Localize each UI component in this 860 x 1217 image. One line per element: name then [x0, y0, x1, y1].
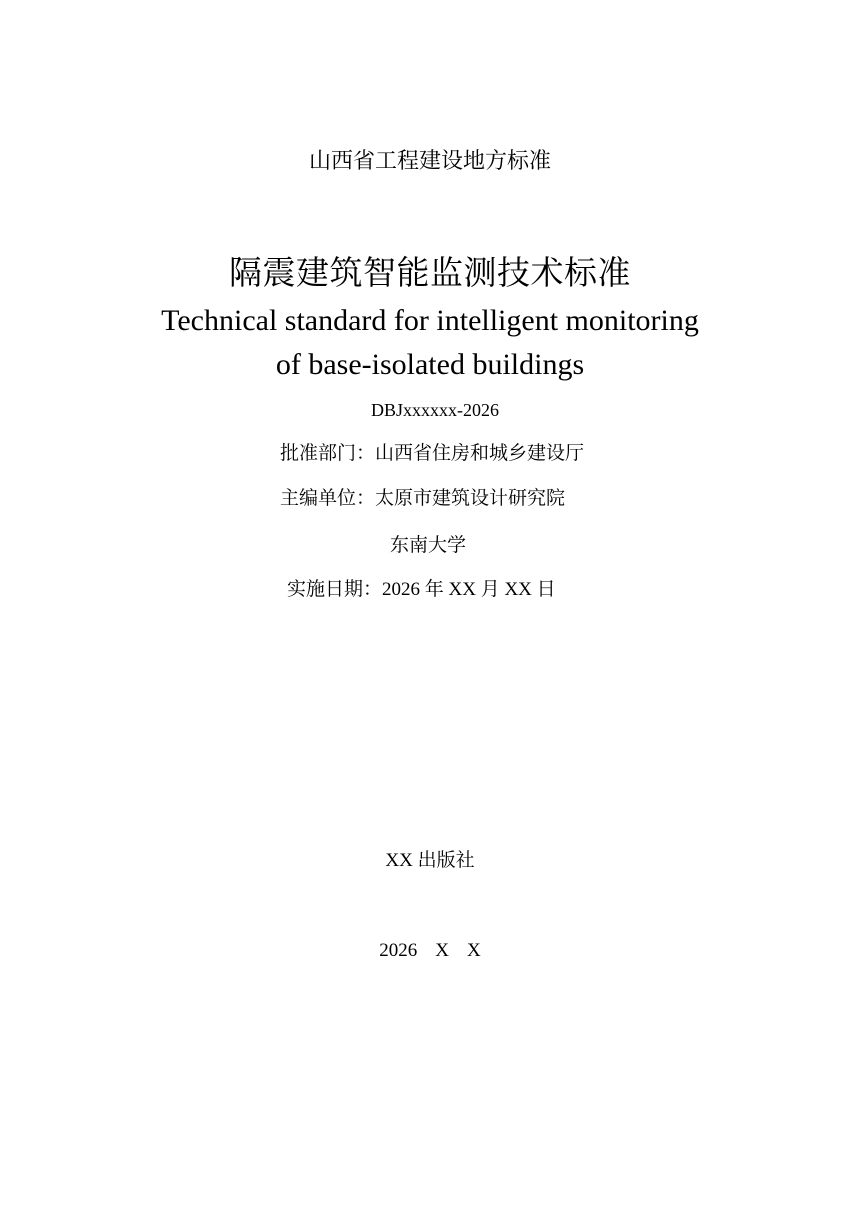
chief-editor-units: [280, 489, 565, 508]
publication-year: [0, 941, 860, 960]
approval-value: 山西省住房和城乡建设厅: [375, 443, 585, 464]
approval-department: [280, 444, 584, 463]
standard-series-heading: 山西省工程建设地方标准: [308, 148, 551, 173]
title-english-line-1: Technical standard for intelligent monitoring: [161, 304, 699, 337]
editor-label: 主编单位：: [280, 488, 376, 509]
title-english-line-2: of base-isolated buildings: [275, 348, 585, 381]
publisher: XX 出版社: [385, 850, 475, 871]
standard-code: DBJxxxxxx-2026: [370, 400, 499, 420]
title-chinese: 隔震建筑智能监测技术标准: [229, 256, 631, 292]
year-part-2: X: [435, 940, 449, 961]
editor-value-1: 太原市建筑设计研究院: [375, 488, 566, 509]
approval-label: 批准部门：: [280, 443, 376, 464]
date-value: 2026 年 XX 月 XX 日: [382, 579, 556, 600]
year-part-3: X: [467, 940, 481, 961]
year-number: 2026: [379, 940, 418, 961]
implementation-date: [287, 580, 556, 599]
editor-value-2: 东南大学: [390, 535, 467, 556]
date-label: 实施日期：: [287, 579, 383, 600]
